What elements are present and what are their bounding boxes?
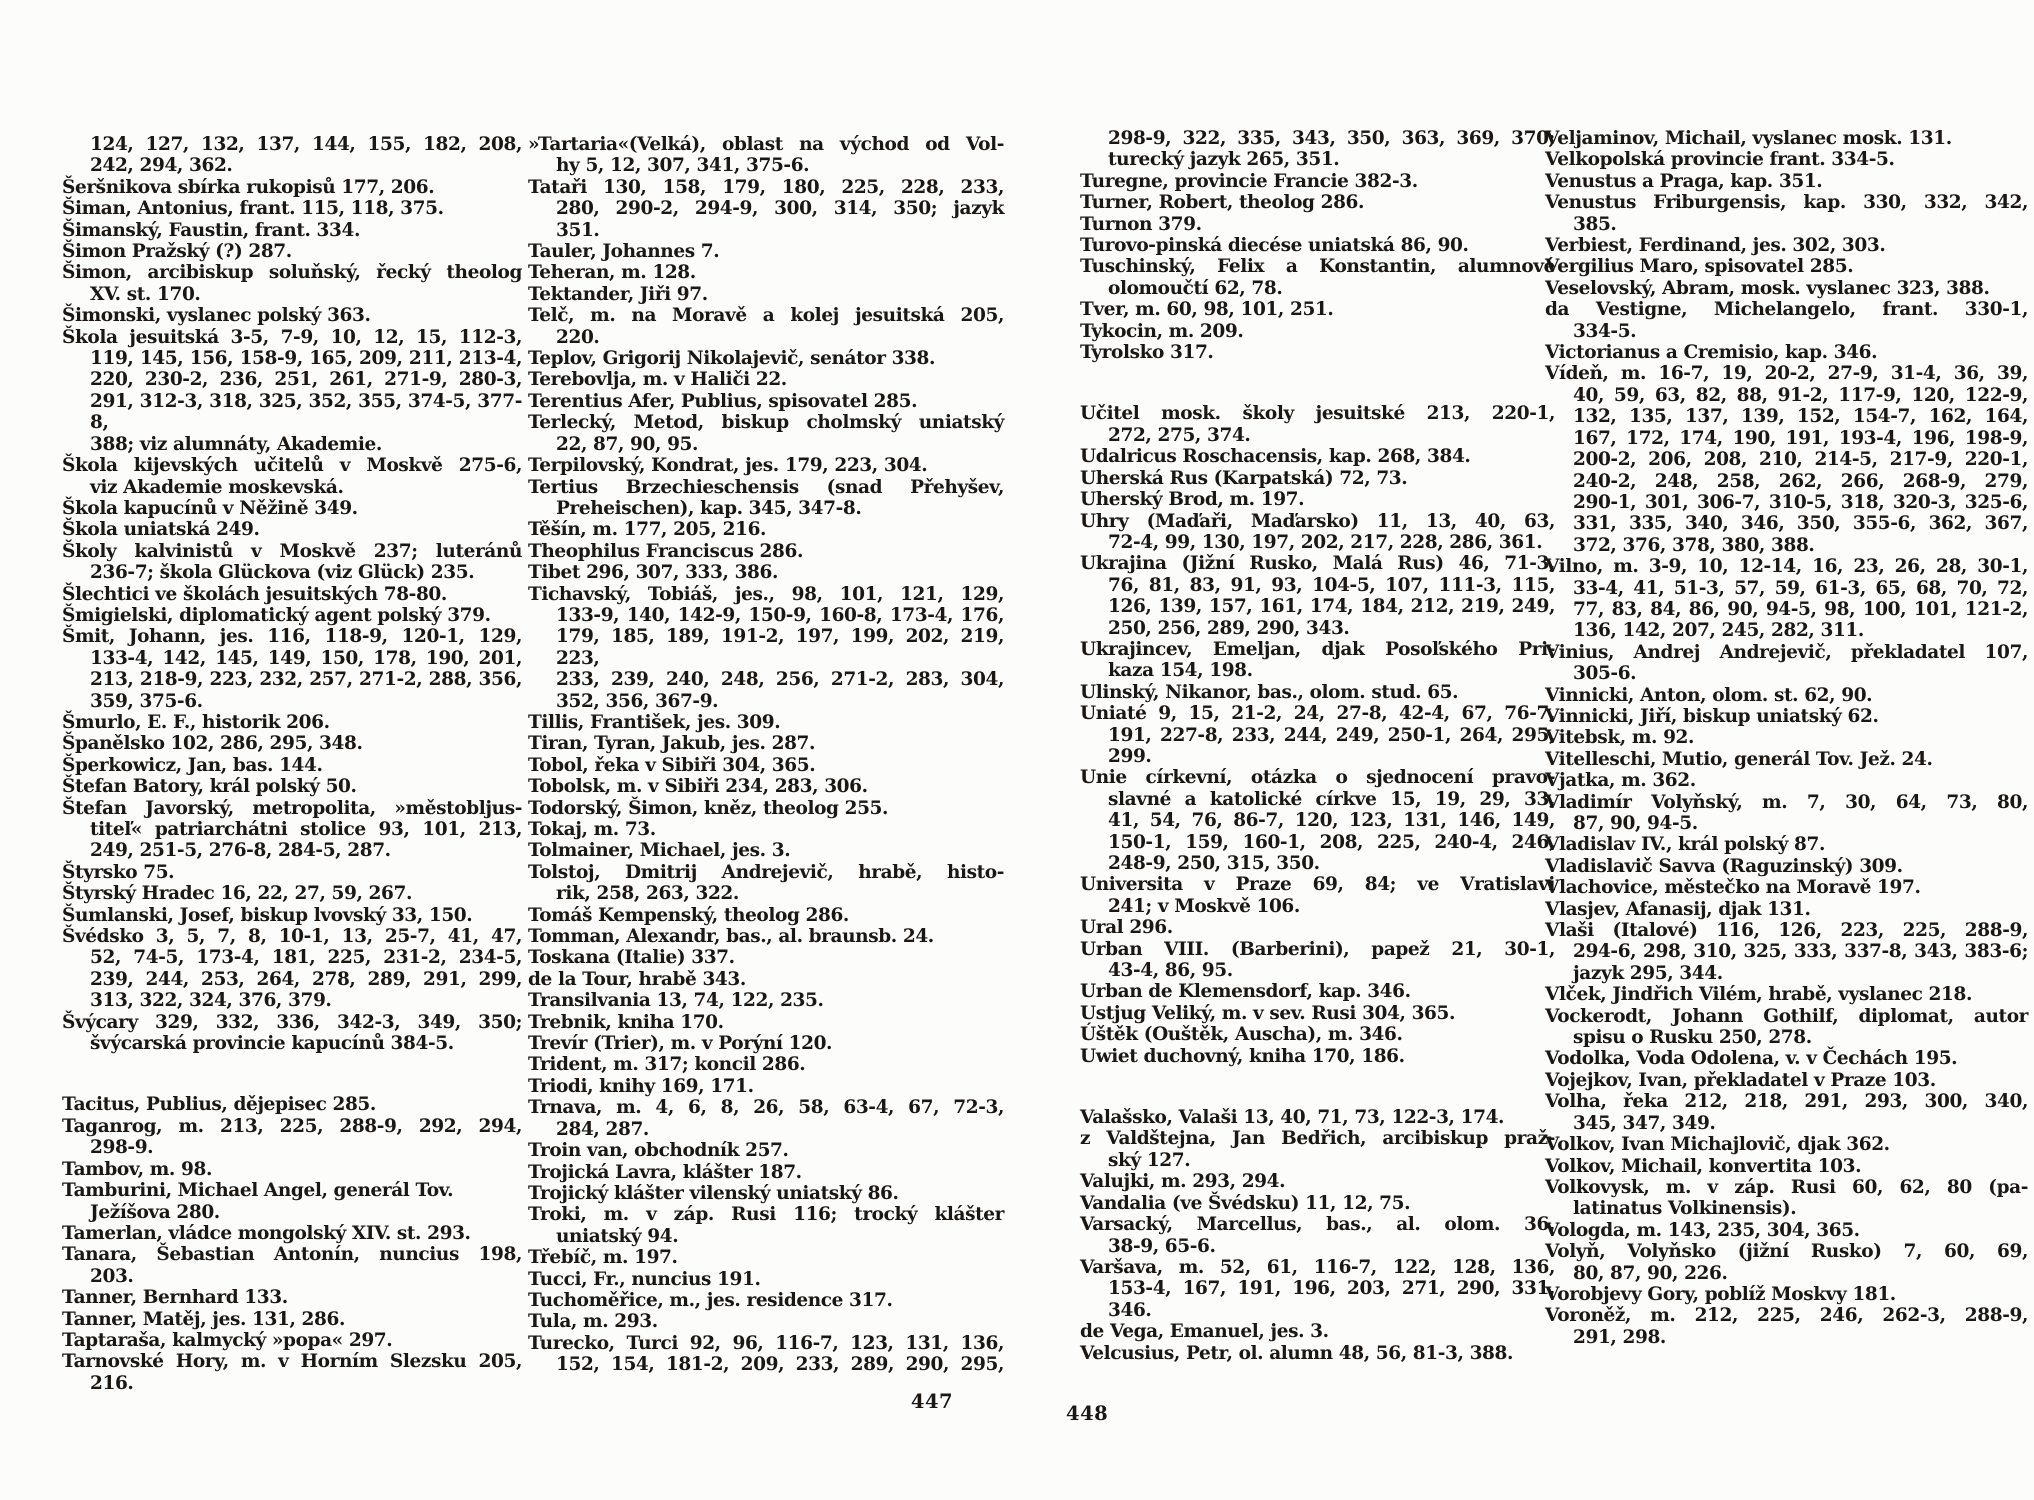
index-line: Ukrajincev, Emeljan, djak Posoľského Pri- xyxy=(1080,638,1555,660)
index-line: Volha, řeka 212, 218, 291, 293, 300, 340, xyxy=(1545,1091,2028,1113)
index-line: 22, 87, 90, 95. xyxy=(556,433,699,455)
index-line: Vinnicki, Jiří, biskup uniatský 62. xyxy=(1545,705,1879,727)
index-line: 152, 154, 181-2, 209, 233, 289, 290, 295, xyxy=(556,1354,1004,1376)
index-line: 249, 251-5, 276-8, 284-5, 287. xyxy=(90,840,391,862)
index-line: Tamerlan, vládce mongolský XIV. st. 293. xyxy=(62,1222,471,1244)
index-line: Tyrolsko 317. xyxy=(1080,342,1214,364)
index-line: Trebnik, kniha 170. xyxy=(528,1011,724,1033)
index-line: 291, 312-3, 318, 325, 352, 355, 374-5, 377-8, xyxy=(90,390,522,434)
index-line: Škola jesuitská 3-5, 7-9, 10, 12, 15, 112-3, xyxy=(62,326,522,348)
index-line: Tibet 296, 307, 333, 386. xyxy=(528,562,779,584)
index-line: Vladimír Volyňský, m. 7, 30, 64, 73, 80, xyxy=(1545,791,2028,813)
index-line: slavné a katolické církve 15, 19, 29, 33, xyxy=(1108,788,1555,810)
index-line: Vockerodt, Johann Gothilf, diplomat, autor xyxy=(1545,1005,2028,1027)
index-line: olomoučtí 62, 78. xyxy=(1108,277,1283,299)
index-line: 216. xyxy=(90,1372,134,1394)
page-number: 447 xyxy=(910,1390,954,1413)
index-line: Tanner, Matěj, jes. 131, 286. xyxy=(62,1308,346,1330)
index-line: 250, 256, 289, 290, 343. xyxy=(1108,617,1350,639)
index-line: Štefan Batory, král polský 50. xyxy=(62,776,357,798)
index-line: 72-4, 99, 130, 197, 202, 217, 228, 286, 361. xyxy=(1108,531,1543,553)
index-line: 248-9, 250, 315, 350. xyxy=(1108,853,1320,874)
index-line: 298-9, 322, 335, 343, 350, 363, 369, 370; xyxy=(1108,128,1555,149)
index-line: Voroněž, m. 212, 225, 246, 262-3, 288-9, xyxy=(1545,1305,2028,1327)
index-line: Vjatka, m. 362. xyxy=(1545,770,1696,792)
index-line: Těšín, m. 177, 205, 216. xyxy=(528,519,767,541)
index-line: turecký jazyk 265, 351. xyxy=(1108,149,1340,171)
index-line: Tanara, Šebastian Antonín, nuncius 198, xyxy=(62,1244,522,1266)
index-line: Švýcary 329, 332, 336, 342-3, 349, 350; xyxy=(62,1011,522,1033)
index-line: Učitel mosk. školy jesuitské 213, 220-1, xyxy=(1080,403,1555,425)
index-line: Vitelleschi, Mutio, generál Tov. Jež. 24. xyxy=(1545,748,1933,770)
index-line: Tokaj, m. 73. xyxy=(528,819,656,840)
index-line: uniatský 94. xyxy=(556,1225,679,1247)
index-line: Universita v Praze 69, 84; ve Vratislavi xyxy=(1080,874,1555,896)
index-line: 203. xyxy=(90,1265,134,1287)
index-line: 334-5. xyxy=(1573,320,1637,342)
index-line: 38-9, 65-6. xyxy=(1108,1235,1216,1257)
index-line: 77, 83, 84, 86, 90, 94-5, 98, 100, 101, 121-2, xyxy=(1573,598,2028,620)
index-line: Teplov, Grigorij Nikolajevič, senátor 338. xyxy=(528,348,936,370)
index-line: Valašsko, Valaši 13, 40, 71, 73, 122-3, 174. xyxy=(1080,1107,1505,1129)
index-line: Vinnicki, Anton, olom. st. 62, 90. xyxy=(1545,684,1873,706)
index-line: Veselovský, Abram, mosk. vyslanec 323, 388. xyxy=(1545,277,1990,299)
index-line: 294-6, 298, 310, 325, 333, 337-8, 343, 383-6; xyxy=(1573,941,2028,963)
index-line: Štefan Javorský, metropolita, »městobljus- xyxy=(62,797,522,819)
index-line: titeľ« patriarchátni stolice 93, 101, 213, xyxy=(90,819,522,840)
index-line: Tektander, Jiři 97. xyxy=(528,283,708,305)
index-line: Theophilus Franciscus 286. xyxy=(528,540,804,562)
index-line: Ustjug Veliký, m. v sev. Rusi 304, 365. xyxy=(1080,1002,1456,1024)
index-line: Šeršnikova sbírka rukopisů 177, 206. xyxy=(62,176,435,198)
index-column xyxy=(1545,128,2028,1348)
index-line: da Vestigne, Michelangelo, frant. 330-1, xyxy=(1545,299,2028,321)
index-line: Vlachovice, městečko na Moravě 197. xyxy=(1545,877,1921,899)
index-line: Turegne, provincie Francie 382-3. xyxy=(1080,170,1418,192)
index-line: Šumlanski, Josef, biskup lvovský 33, 150. xyxy=(62,904,473,926)
index-line: 52, 74-5, 173-4, 181, 225, 231-2, 234-5, xyxy=(90,947,522,969)
index-line: Vandalia (ve Švédsku) 11, 12, 75. xyxy=(1080,1192,1411,1214)
index-line: 153-4, 167, 191, 196, 203, 271, 290, 331, xyxy=(1108,1278,1555,1300)
index-line: Vinius, Andrej Andrejevič, překladatel 107, xyxy=(1545,641,2028,663)
index-line: 41, 54, 76, 86-7, 120, 123, 131, 146, 149, xyxy=(1108,810,1555,832)
index-line: 119, 145, 156, 158-9, 165, 209, 211, 213-4, xyxy=(90,348,522,370)
entry-group-gap xyxy=(1080,1067,1555,1107)
index-line: Unie církevní, otázka o sjednocení pravo- xyxy=(1080,767,1555,789)
index-line: Uherská Rus (Karpatská) 72, 73. xyxy=(1080,467,1408,489)
index-line: Terebovlja, m. v Haliči 22. xyxy=(528,369,787,391)
index-line: Vitebsk, m. 92. xyxy=(1545,727,1695,749)
index-line: Tolstoj, Dmitrij Andrejevič, hrabě, histo- xyxy=(528,861,1004,883)
index-line: Trident, m. 317; koncil 286. xyxy=(528,1054,806,1076)
index-line: Ulinský, Nikanor, bas., olom. stud. 65. xyxy=(1080,681,1459,703)
index-line: 124, 127, 132, 137, 144, 155, 182, 208, xyxy=(90,134,522,155)
entry-group-gap xyxy=(62,1054,522,1094)
index-line: de la Tour, hrabě 343. xyxy=(528,968,746,990)
index-line: Tolmainer, Michael, jes. 3. xyxy=(528,840,791,862)
index-line: 233, 239, 240, 248, 256, 271-2, 283, 304, xyxy=(556,669,1004,691)
index-line: 385. xyxy=(1573,213,1617,235)
index-line: Třebíč, m. 197. xyxy=(528,1247,678,1269)
index-line: Tula, m. 293. xyxy=(528,1311,658,1333)
index-line: 298-9. xyxy=(90,1137,154,1159)
index-line: Urban VIII. (Barberini), papež 21, 30-1, xyxy=(1080,938,1555,960)
index-line: 388; viz alumnáty, Akademie. xyxy=(90,433,382,455)
index-line: Tucci, Fr., nuncius 191. xyxy=(528,1268,761,1290)
index-line: Šmit, Johann, jes. 116, 118-9, 120-1, 129, xyxy=(62,626,522,648)
index-line: Vlaši (Italové) 116, 126, 223, 225, 288-9, xyxy=(1545,920,2028,942)
index-line: 150-1, 159, 160-1, 208, 225, 240-4, 246, xyxy=(1108,831,1555,853)
index-line: 280, 290-2, 294-9, 300, 314, 350; jazyk xyxy=(556,198,1004,220)
entry-group-gap xyxy=(1080,363,1555,403)
index-line: Tillis, František, jes. 309. xyxy=(528,711,781,733)
index-line: Venustus a Praga, kap. 351. xyxy=(1545,170,1823,192)
index-line: 346. xyxy=(1108,1299,1152,1321)
index-line: Verbiest, Ferdinand, jes. 302, 303. xyxy=(1545,235,1886,257)
index-line: Trojický klášter vilenský uniatský 86. xyxy=(528,1182,899,1204)
index-line: z Valdštejna, Jan Bedřich, arcibiskup praž- xyxy=(1080,1128,1555,1150)
index-line: Šmigielski, diplomatický agent polský 379. xyxy=(62,604,491,626)
index-line: Vladislav IV., král polský 87. xyxy=(1545,834,1825,856)
index-line: Šmurlo, E. F., historik 206. xyxy=(62,711,330,733)
index-line: Škola kijevských učitelů v Moskvě 275-6, xyxy=(62,455,522,477)
index-line: 33-4, 41, 51-3, 57, 59, 61-3, 65, 68, 70, 72, xyxy=(1573,577,2028,599)
index-line: Vorobjevy Gory, poblíž Moskvy 181. xyxy=(1545,1283,1896,1305)
index-line: Vodolka, Voda Odolena, v. v Čechách 195. xyxy=(1545,1048,1958,1070)
index-line: Šimon, arcibiskup soluňský, řecký theolog xyxy=(62,262,522,284)
index-line: Ježíšova 280. xyxy=(90,1201,220,1223)
index-line: ský 127. xyxy=(1108,1149,1191,1171)
index-line: 352, 356, 367-9. xyxy=(556,690,719,712)
index-line: kaza 154, 198. xyxy=(1108,660,1253,682)
index-line: Tarnovské Hory, m. v Horním Slezsku 205, xyxy=(62,1351,522,1373)
index-line: Uhry (Maďaři, Maďarsko) 11, 13, 40, 63, xyxy=(1080,510,1555,532)
index-line: rik, 258, 263, 322. xyxy=(556,883,739,905)
index-line: Šiman, Antonius, frant. 115, 118, 375. xyxy=(62,198,444,220)
index-line: Turecko, Turci 92, 96, 116-7, 123, 131, 136, xyxy=(528,1332,1004,1354)
index-column xyxy=(528,134,1004,1376)
index-line: Tiran, Tyran, Jakub, jes. 287. xyxy=(528,733,816,755)
index-line: 136, 142, 207, 245, 282, 311. xyxy=(1573,620,1864,642)
index-line: Triodi, knihy 169, 171. xyxy=(528,1075,754,1097)
index-line: Šlechtici ve školách jesuitských 78-80. xyxy=(62,583,447,605)
index-line: Tuchoměřice, m., jes. residence 317. xyxy=(528,1289,893,1311)
index-line: Tichavský, Tobiáš, jes., 98, 101, 121, 129, xyxy=(528,583,1004,605)
index-line: 359, 375-6. xyxy=(90,690,203,712)
index-line: Vídeň, m. 16-7, 19, 20-2, 27-9, 31-4, 36, 39, xyxy=(1545,363,2028,385)
index-line: Šperkowicz, Jan, bas. 144. xyxy=(62,754,323,776)
index-line: Troin van, obchodník 257. xyxy=(528,1140,789,1162)
index-line: Tver, m. 60, 98, 101, 251. xyxy=(1080,299,1334,321)
index-line: Taptaraša, kalmycký »popa« 297. xyxy=(62,1329,393,1351)
index-line: Trevír (Trier), m. v Porýní 120. xyxy=(528,1033,833,1055)
index-line: Telč, m. na Moravě a kolej jesuitská 205, xyxy=(528,305,1004,327)
index-line: 291, 298. xyxy=(1573,1326,1666,1348)
index-line: 200-2, 206, 208, 210, 214-5, 217-9, 220-1, xyxy=(1573,449,2028,471)
index-line: Tuschinský, Felix a Konstantin, alumnové xyxy=(1080,256,1555,278)
index-line: 305-6. xyxy=(1573,663,1637,685)
index-line: 331, 335, 340, 346, 350, 355-6, 362, 367, xyxy=(1573,513,2028,535)
index-line: Velcusius, Petr, ol. alumn 48, 56, 81-3, 388. xyxy=(1080,1342,1514,1364)
index-line: 299. xyxy=(1108,745,1152,767)
index-line: švýcarská provincie kapucínů 384-5. xyxy=(90,1033,454,1055)
index-line: Tobol, řeka v Sibiři 304, 365. xyxy=(528,754,816,776)
index-line: Švédsko 3, 5, 7, 8, 10-1, 13, 25-7, 41, 47, xyxy=(62,926,522,948)
index-line: Terpilovský, Kondrat, jes. 179, 223, 304. xyxy=(528,455,928,477)
index-line: latinatus Volkinensis). xyxy=(1573,1198,1797,1220)
index-line: Preheischen), kap. 345, 347-8. xyxy=(556,497,862,519)
index-line: 76, 81, 83, 91, 93, 104-5, 107, 111-3, 115, xyxy=(1108,574,1555,596)
index-line: Vladislavič Savva (Raguzinský) 309. xyxy=(1545,855,1903,877)
index-line: 213, 218-9, 223, 232, 257, 271-2, 288, 356, xyxy=(90,669,522,691)
index-line: Venustus Friburgensis, kap. 330, 332, 342, xyxy=(1545,192,2028,214)
index-line: Úštěk (Ouštěk, Auscha), m. 346. xyxy=(1080,1024,1403,1046)
index-line: viz Akademie moskevská. xyxy=(90,476,344,498)
index-line: Transilvania 13, 74, 122, 235. xyxy=(528,990,824,1012)
index-line: Tataři 130, 158, 179, 180, 225, 228, 233, xyxy=(528,176,1004,198)
index-line: Velkopolská provincie frant. 334-5. xyxy=(1545,149,1895,171)
index-line: Turovo-pinská diecése uniatská 86, 90. xyxy=(1080,235,1469,257)
index-line: Tamburini, Michael Angel, generál Tov. xyxy=(62,1180,454,1202)
index-line: Vlasjev, Afanasij, djak 131. xyxy=(1545,898,1811,920)
index-line: jazyk 295, 344. xyxy=(1573,962,1723,984)
index-line: Ural 296. xyxy=(1080,917,1173,939)
index-line: Troki, m. v záp. Rusi 116; trocký klášter xyxy=(528,1204,1004,1226)
index-line: 43-4, 86, 95. xyxy=(1108,960,1233,982)
index-line: Taganrog, m. 213, 225, 288-9, 292, 294, xyxy=(62,1115,522,1137)
index-line: Volkovysk, m. v záp. Rusi 60, 62, 80 (pa- xyxy=(1545,1176,2028,1198)
index-line: 351. xyxy=(556,219,600,241)
index-column xyxy=(62,134,522,1394)
index-line: Tertius Brzechieschensis (snad Přehyšev, xyxy=(528,476,1004,498)
index-line: XV. st. 170. xyxy=(90,283,201,305)
index-line: Toskana (Italie) 337. xyxy=(528,947,735,969)
index-line: Turner, Robert, theolog 286. xyxy=(1080,192,1365,214)
index-line: 80, 87, 90, 226. xyxy=(1573,1262,1728,1284)
index-line: 240-2, 248, 258, 262, 266, 268-9, 279, xyxy=(1573,470,2028,492)
index-line: Turnon 379. xyxy=(1080,213,1202,235)
index-line: Varšava, m. 52, 61, 116-7, 122, 128, 136, xyxy=(1080,1256,1555,1278)
index-line: Valujki, m. 293, 294. xyxy=(1080,1171,1286,1193)
index-line: Tambov, m. 98. xyxy=(62,1158,212,1180)
index-line: Urban de Klemensdorf, kap. 346. xyxy=(1080,981,1411,1003)
index-line: Španělsko 102, 286, 295, 348. xyxy=(62,733,363,755)
index-line: 272, 275, 374. xyxy=(1108,424,1251,446)
index-line: Varsacký, Marcellus, bas., al. olom. 36, xyxy=(1080,1214,1555,1236)
index-line: 179, 185, 189, 191-2, 197, 199, 202, 219, 223, xyxy=(556,626,1004,669)
index-line: 191, 227-8, 233, 244, 249, 250-1, 264, 295, xyxy=(1108,724,1555,746)
index-line: Tauler, Johannes 7. xyxy=(528,241,720,263)
index-line: Volkov, Ivan Michajlovič, djak 362. xyxy=(1545,1134,1890,1156)
index-line: 313, 322, 324, 376, 379. xyxy=(90,990,332,1012)
index-line: Victorianus a Cremisio, kap. 346. xyxy=(1545,342,1878,364)
index-line: Teheran, m. 128. xyxy=(528,262,696,284)
index-line: 372, 376, 378, 380, 388. xyxy=(1573,534,1815,556)
index-line: Udalricus Roschacensis, kap. 268, 384. xyxy=(1080,446,1471,468)
index-line: Šimanský, Faustin, frant. 334. xyxy=(62,219,361,241)
index-line: Škola kapucínů v Něžině 349. xyxy=(62,497,358,519)
index-line: 220, 230-2, 236, 251, 261, 271-9, 280-3, xyxy=(90,369,522,391)
index-line: Vlček, Jindřich Vilém, hrabě, vyslanec 218. xyxy=(1545,984,1973,1006)
index-line: 284, 287. xyxy=(556,1118,649,1140)
index-line: Tanner, Bernhard 133. xyxy=(62,1287,288,1309)
index-line: 239, 244, 253, 264, 278, 289, 291, 299, xyxy=(90,968,522,990)
index-line: Školy kalvinistů v Moskvě 237; luteránů xyxy=(62,540,522,562)
index-line: Trojická Lavra, klášter 187. xyxy=(528,1161,802,1183)
index-line: 236-7; škola Glückova (viz Glück) 235. xyxy=(90,562,475,584)
index-line: 87, 90, 94-5. xyxy=(1573,813,1698,834)
index-line: Štyrský Hradec 16, 22, 27, 59, 267. xyxy=(62,883,413,905)
index-line: 167, 172, 174, 190, 191, 193-4, 196, 198-9, xyxy=(1573,427,2028,449)
index-line: Trnava, m. 4, 6, 8, 26, 58, 63-4, 67, 72-3, xyxy=(528,1097,1004,1119)
index-line: Šimon Pražský (?) 287. xyxy=(62,241,292,263)
index-line: spisu o Rusku 250, 278. xyxy=(1573,1027,1812,1049)
index-line: 242, 294, 362. xyxy=(90,155,233,177)
index-line: Terentius Afer, Publius, spisovatel 285. xyxy=(528,390,918,412)
index-line: Volkov, Michail, konvertita 103. xyxy=(1545,1155,1862,1177)
index-line: 133-4, 142, 145, 149, 150, 178, 190, 201, xyxy=(90,647,522,669)
index-line: Tobolsk, m. v Sibiři 234, 283, 306. xyxy=(528,776,868,798)
index-line: Volyň, Volyňsko (jižní Rusko) 7, 60, 69, xyxy=(1545,1241,2028,1263)
index-line: 40, 59, 63, 82, 88, 91-2, 117-9, 120, 122-9, xyxy=(1573,384,2028,406)
index-line: Tomman, Alexandr, bas., al. braunsb. 24. xyxy=(528,926,934,948)
index-line: Ukrajina (Jižní Rusko, Malá Rus) 46, 71-3, xyxy=(1080,553,1555,575)
index-line: 220. xyxy=(556,326,600,348)
index-line: Todorský, Šimon, kněz, theolog 255. xyxy=(528,797,889,819)
index-line: Vilno, m. 3-9, 10, 12-14, 16, 23, 26, 28, 30-1, xyxy=(1545,556,2028,578)
page-number: 448 xyxy=(1066,1402,1109,1425)
index-line: 345, 347, 349. xyxy=(1573,1112,1716,1134)
index-line: 241; v Moskvě 106. xyxy=(1108,895,1300,917)
index-line: 290-1, 301, 306-7, 310-5, 318, 320-3, 325-6, xyxy=(1573,491,2028,513)
index-line: Uherský Brod, m. 197. xyxy=(1080,489,1305,511)
index-line: Vergilius Maro, spisovatel 285. xyxy=(1545,256,1854,278)
index-line: de Vega, Emanuel, jes. 3. xyxy=(1080,1321,1329,1343)
index-line: Uniaté 9, 15, 21-2, 24, 27-8, 42-4, 67, 76-7, xyxy=(1080,703,1555,725)
index-column xyxy=(1080,128,1555,1364)
index-line: Tomáš Kempenský, theolog 286. xyxy=(528,904,849,926)
index-line: Škola uniatská 249. xyxy=(62,519,260,541)
index-line: Terlecký, Metod, biskup cholmský uniatský xyxy=(528,412,1004,434)
index-line: 132, 135, 137, 139, 152, 154-7, 162, 164, xyxy=(1573,406,2028,428)
index-line: Tykocin, m. 209. xyxy=(1080,320,1244,342)
index-line: Veljaminov, Michail, vyslanec mosk. 131. xyxy=(1545,128,1952,149)
index-line: hy 5, 12, 307, 341, 375-6. xyxy=(556,155,810,177)
index-line: Vologda, m. 143, 235, 304, 365. xyxy=(1545,1219,1860,1241)
index-line: Tacitus, Publius, dějepisec 285. xyxy=(62,1094,376,1116)
index-line: Vojejkov, Ivan, překladatel v Praze 103. xyxy=(1545,1069,1936,1091)
index-line: »Tartaria«(Velká), oblast na východ od Vol- xyxy=(528,134,1004,155)
index-line: Šimonski, vyslanec polský 363. xyxy=(62,305,371,327)
index-line: 133-9, 140, 142-9, 150-9, 160-8, 173-4, 176, xyxy=(556,604,1004,626)
index-line: Štyrsko 75. xyxy=(62,861,175,883)
index-line: Uwiet duchovný, kniha 170, 186. xyxy=(1080,1045,1405,1067)
index-line: 126, 139, 157, 161, 174, 184, 212, 219, 249, xyxy=(1108,596,1555,618)
